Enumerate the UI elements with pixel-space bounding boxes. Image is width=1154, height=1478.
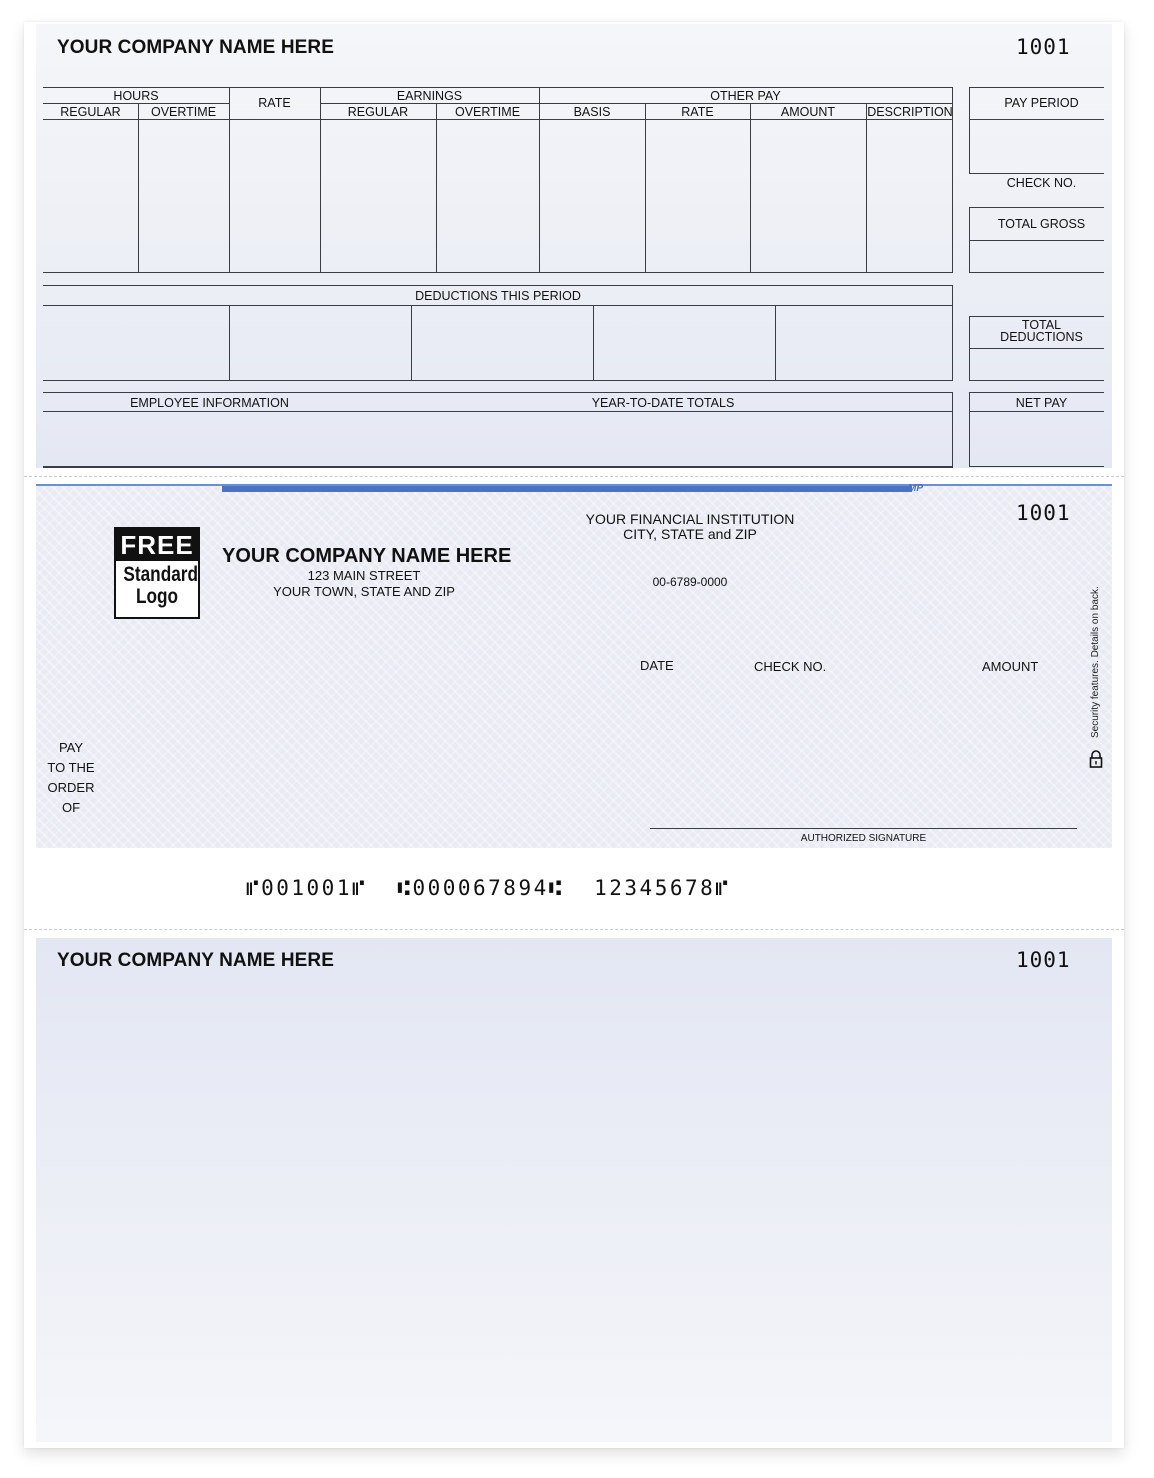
col-description: DESCRIPTION (867, 105, 953, 119)
bottom-stub (36, 938, 1112, 1442)
total-deductions-line1: TOTAL (1021, 318, 1062, 332)
date-label: DATE (640, 658, 674, 673)
total-deductions-label (969, 319, 1114, 343)
check-number: 1001 (1016, 501, 1071, 525)
signature-line (650, 828, 1077, 829)
bank-name: YOUR FINANCIAL INSTITUTION (585, 511, 795, 527)
check-no-label: CHECK NO. (754, 659, 827, 674)
total-deductions-line2: DEDUCTIONS (1000, 330, 1083, 344)
header-other-pay: OTHER PAY (710, 89, 781, 103)
company-logo (114, 527, 200, 619)
micr-line: ⑈001001⑈ ⑆000067894⑆ 12345678⑈ (246, 876, 731, 900)
stub-bottom-company-name: YOUR COMPANY NAME HERE (57, 950, 335, 971)
logo-logo-text: Logo (135, 585, 179, 608)
authorized-signature-label: AUTHORIZED SIGNATURE (800, 833, 927, 844)
col-amount: AMOUNT (780, 105, 836, 119)
net-pay-label: NET PAY (1015, 396, 1068, 410)
col-hours-regular: REGULAR (60, 105, 121, 119)
check-top-band (222, 486, 912, 492)
ytd-totals-label: YEAR-TO-DATE TOTALS (591, 396, 735, 410)
company-address-line1: 123 MAIN STREET (307, 568, 421, 583)
col-other-rate: RATE (681, 105, 714, 119)
pay-label-line4: OF (61, 800, 81, 815)
logo-free-text: FREE (116, 529, 198, 561)
total-gross-label: TOTAL GROSS (997, 217, 1086, 231)
perforation-line-top (24, 476, 1124, 477)
col-hours-overtime: OVERTIME (150, 105, 217, 119)
security-features-note: Security features. Details on back. (1090, 586, 1101, 738)
deductions-header: DEDUCTIONS THIS PERIOD (415, 289, 581, 303)
pay-label-line3: ORDER (47, 780, 95, 795)
logo-standard-text: Standard (123, 563, 199, 586)
company-address-line2: YOUR TOWN, STATE AND ZIP (273, 584, 455, 599)
padlock-icon (1089, 750, 1103, 768)
stub-check-no-label: CHECK NO. (1006, 176, 1077, 190)
stub-top-check-number: 1001 (1016, 35, 1071, 59)
stub-bottom-check-number: 1001 (1016, 948, 1071, 972)
routing-fraction: 00-6789-0000 (652, 575, 728, 589)
col-earnings-overtime: OVERTIME (454, 105, 521, 119)
employee-information-label: EMPLOYEE INFORMATION (130, 396, 289, 410)
stub-top-company-name: YOUR COMPANY NAME HERE (57, 37, 335, 58)
col-earnings-regular: REGULAR (347, 105, 409, 119)
bank-city-state-zip: CITY, STATE and ZIP (623, 526, 757, 542)
mp-mark: MP (908, 483, 923, 494)
amount-label: AMOUNT (982, 659, 1039, 674)
col-basis: BASIS (573, 105, 611, 119)
header-earnings: EARNINGS (396, 89, 463, 103)
perforation-line-bottom (24, 929, 1124, 930)
pay-label-line1: PAY (58, 740, 84, 755)
header-hours: HOURS (113, 89, 159, 103)
pay-period-label: PAY PERIOD (1004, 96, 1079, 110)
pay-label-line2: TO THE (47, 760, 95, 775)
check-company-name: YOUR COMPANY NAME HERE (222, 545, 512, 567)
header-rate: RATE (258, 96, 291, 110)
